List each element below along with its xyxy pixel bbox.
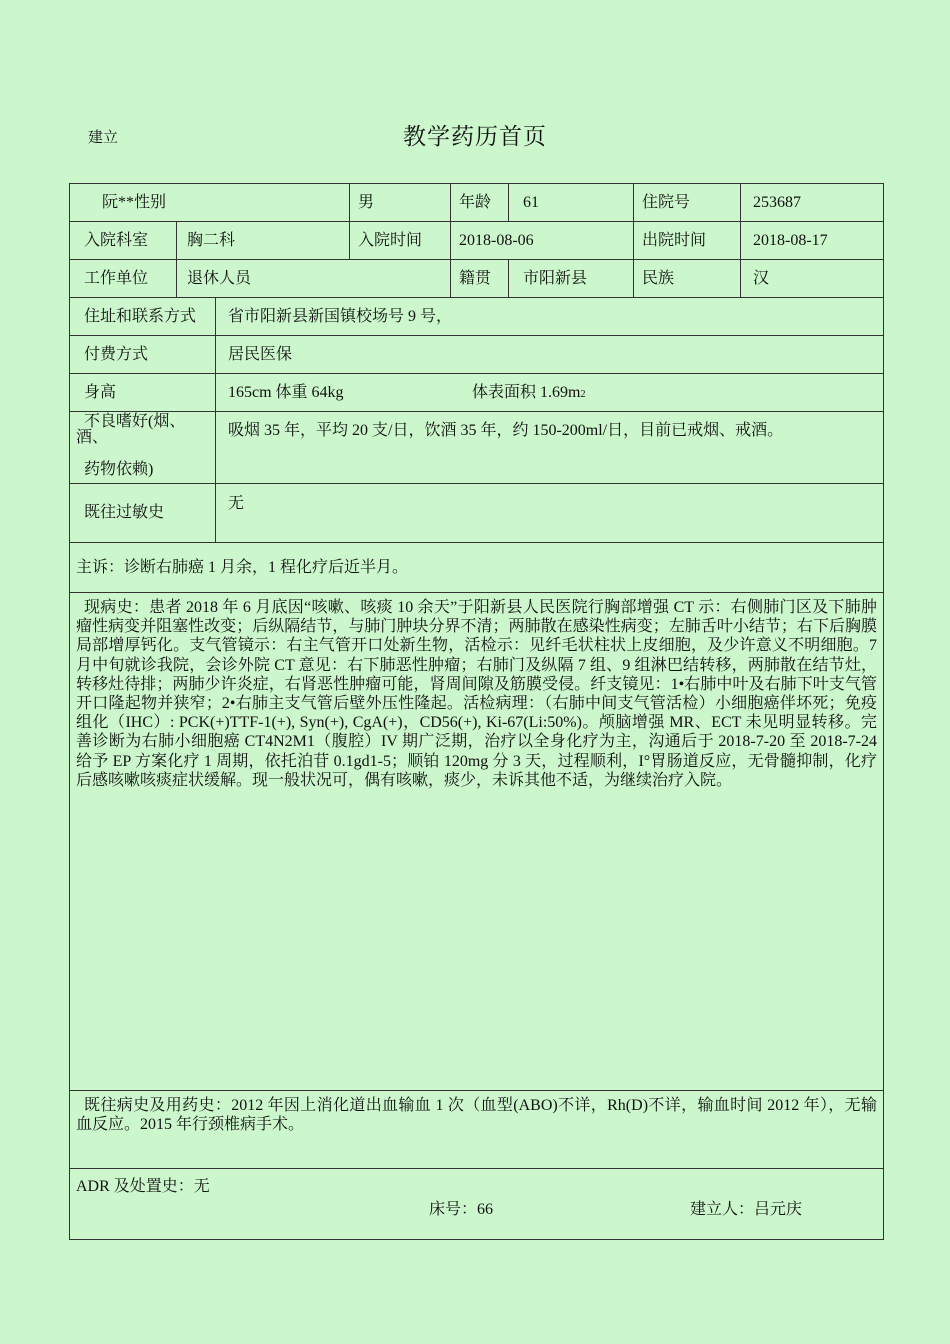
- row-chief-complaint: [70, 543, 884, 593]
- ethnic-value: 汉: [741, 260, 884, 298]
- bsa-unit: 2: [580, 388, 586, 400]
- row-payment: [70, 336, 884, 374]
- corner-label: 建立: [88, 130, 119, 146]
- admission-no-value: 253687: [741, 184, 884, 222]
- page-title: 教学药历首页: [403, 124, 547, 149]
- row-work: [70, 260, 884, 298]
- discharge-label: 出院时间: [634, 222, 741, 260]
- ethnic-label: 民族: [634, 260, 741, 298]
- admission-no-label: 住院号: [634, 184, 741, 222]
- habits-label-line1: 不良嗜好(烟、: [84, 413, 186, 430]
- chief-complaint: 主诉：诊断右肺癌 1 月余，1 程化疗后近半月。: [70, 543, 884, 593]
- row-address: [70, 298, 884, 336]
- name-label: 阮**性别: [70, 184, 350, 222]
- admit-time-label: 入院时间: [350, 222, 451, 260]
- dept-label: 入院科室: [70, 222, 177, 260]
- allergy-label: 既往过敏史: [70, 484, 216, 543]
- record-table: [69, 183, 884, 1240]
- discharge-value: 2018-08-17: [741, 222, 884, 260]
- creator-name: 建立人：吕元庆: [690, 1201, 803, 1218]
- address-label: 住址和联系方式: [70, 298, 216, 336]
- row-past-history: [70, 1091, 884, 1169]
- payment-label: 付费方式: [70, 336, 216, 374]
- bsa-value: 体表面积 1.69m: [472, 383, 581, 401]
- admit-time-value: 2018-08-06: [451, 222, 634, 260]
- habits-label-line2: 酒、: [76, 429, 109, 446]
- origin-value: 市阳新县: [509, 260, 634, 298]
- row-present-illness: [70, 593, 884, 1091]
- height-label: 身高: [70, 374, 216, 412]
- origin-label: 籍贯: [451, 260, 509, 298]
- habits-value: 吸烟 35 年，平均 20 支/日，饮酒 35 年，约 150-200ml/日，目前已戒烟、戒酒。: [216, 412, 884, 484]
- habits-label-line3: 药物依赖): [84, 461, 154, 478]
- work-label: 工作单位: [70, 260, 177, 298]
- age-value: 61: [509, 184, 634, 222]
- bed-number: 床号：66: [429, 1201, 494, 1218]
- past-history: 既往病史及用药史：2012 年因上消化道出血输血 1 次（血型(ABO)不详，Rh(D)不详，输血时间 2012 年），无输血反应。2015 年行颈椎病手术。: [70, 1091, 884, 1169]
- gender-value: 男: [350, 184, 451, 222]
- payment-value: 居民医保: [216, 336, 884, 374]
- allergy-value: 无: [216, 484, 884, 543]
- work-value: 退休人员: [177, 260, 451, 298]
- present-illness: 现病史：患者 2018 年 6 月底因“咳嗽、咳痰 10 余天”于阳新县人民医院行胸部增强 CT 示：右侧肺门区及下肺肿瘤性病变并阻塞性改变；后纵隔结节，与肺门肿块分界不清；两肺散在感染性病变；左肺舌叶小结节；右下后胸膜局部增厚钙化。支气管镜示：右主气管开口处新生物，活检示：见纤毛状柱状上皮细胞，及少许意义不明细胞。7 月中旬就诊我院，会诊外院 CT 意见：右下肺恶性肿瘤；右肺门及纵隔 7 组、9 组淋巴结转移，两肺散在结节灶，转移灶待排；两肺少许炎症，右肾恶性肿瘤可能，肾周间隙及筋膜受侵。纤支镜见：1•右肺中叶及右肺下叶支气管开口隆起物并狭窄；2•右肺主支气管后壁外压性隆起。活检病理：（右肺中间支气管活检）小细胞癌伴坏死；免疫组化（IHC）: PCK(+)TTF-1(+), Syn(+), CgA(+)，CD56(+), Ki-67(Li:50%)。颅脑增强 MR、ECT 未见明显转移。完善诊断为右肺小细胞癌 CT4N2M1（腹腔）IV 期广泛期，治疗以全身化疗为主，沟通后于 2018-7-20 至 2018-7-24 给予 EP 方案化疗 1 周期，依托泊苷 0.1gd1-5；顺铂 120mg 分 3 天，过程顺利，I°胃肠道反应，无骨髓抑制，化疗后感咳嗽咳痰症状缓解。现一般状况可，偶有咳嗽，痰少，未诉其他不适，为继续治疗入院。: [70, 593, 884, 1091]
- row-habits: [70, 412, 884, 484]
- height-value: 165cm 体重 64kg: [228, 383, 344, 401]
- address-value: 省市阳新县新国镇校场号 9 号，: [216, 298, 884, 336]
- dept-value: 胸二科: [177, 222, 350, 260]
- adr-history: ADR 及处置史：无: [70, 1169, 884, 1240]
- row-height: [70, 374, 884, 412]
- row-allergy: [70, 484, 884, 543]
- row-admission: [70, 222, 884, 260]
- age-label: 年龄: [451, 184, 509, 222]
- row-basic-info: [70, 184, 884, 222]
